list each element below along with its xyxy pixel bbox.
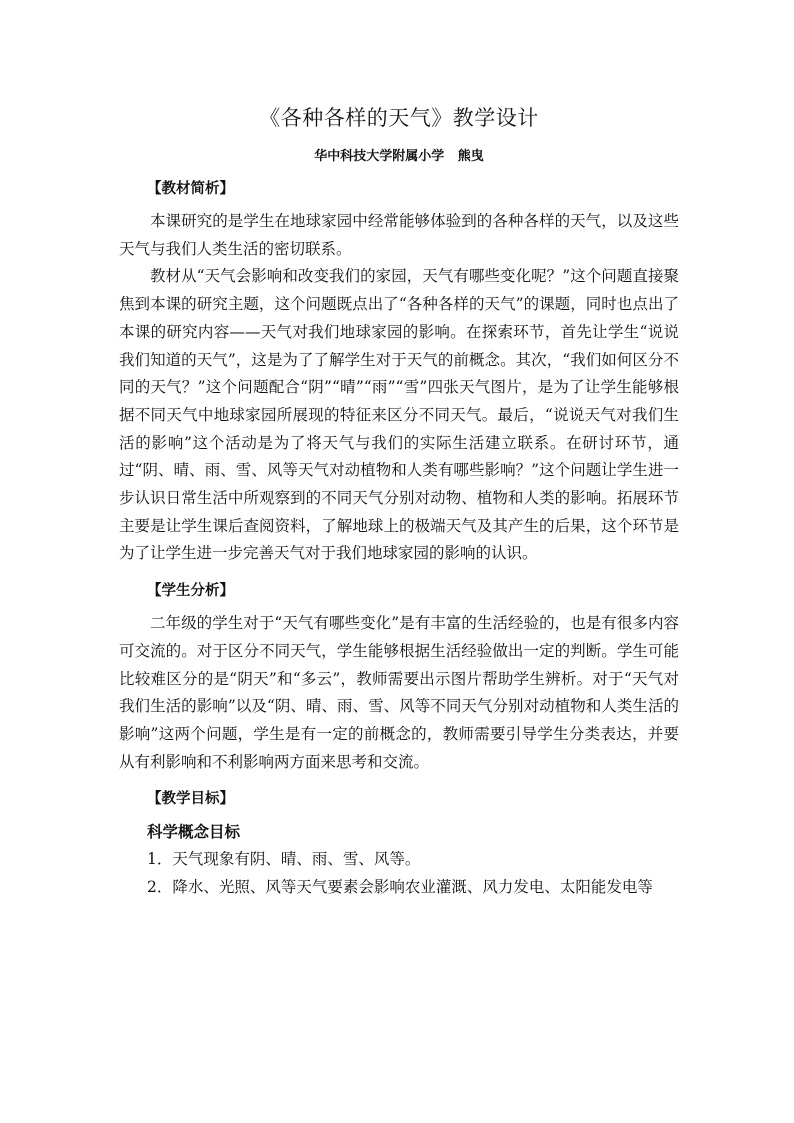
document-body <box>119 100 679 901</box>
section-heading-teaching-goals: 【教学目标】 <box>147 790 234 808</box>
list-item: 2．降水、光照、风等天气要素会影响农业灌溉、风力发电、太阳能发电等 <box>147 877 653 896</box>
section-heading-student-analysis: 【学生分析】 <box>147 582 234 600</box>
paragraph: 二年级的学生对于“天气有哪些变化”是有丰富的生活经验的，也是有很多内容可交流的。对于区分不同天气，学生能够根据生活经验做出一定的判断。学生可能比较难区分的是“阴天”和“多云”，教师需要出示图片帮助学生辨析。对于“天气对我们生活的影响”以及“阴、晴、雨、雪、风等不同天气分别对动植物和人类生活的影响”这两个问题，学生是有一定的前概念的，教师需要引导学生分类表达，并要从有利影响和不利影响两方面来思考和交流。 <box>119 614 679 771</box>
section-heading-textbook-analysis: 【教材简析】 <box>147 180 234 197</box>
paragraph: 教材从“天气会影响和改变我们的家园，天气有哪些变化呢？”这个问题直接聚焦到本课的研究主题，这个问题既点出了“各种各样的天气”的课题，同时也点出了本课的研究内容——天气对我们地球家园的影响。在探索环节，首先让学生“说说我们知道的天气”，这是为了了解学生对于天气的前概念。其次，“我们如何区分不同的天气？”这个问题配合“阴”“晴”“雨”“雪”四张天气图片，是为了让学生能够根据不同天气中地球家园所展现的特征来区分不同天气。最后，“说说天气对我们生活的影响”这个活动是为了将天气与我们的实际生活建立联系。在研讨环节，通过“阴、晴、雨、雪、风等天气对动植物和人类有哪些影响？”这个问题让学生进一步认识日常生活中所观察到的不同天气分别对动物、植物和人类的影响。拓展环节主要是让学生课后查阅资料，了解地球上的极端天气及其产生的后果，这个环节是为了让学生进一步完善天气对于我们地球家园的影响的认识。 <box>119 267 679 563</box>
document-author: 华中科技大学附属小学 熊曳 <box>314 149 484 164</box>
subheading-science-concept-goals: 科学概念目标 <box>147 822 241 842</box>
list-item: 1．天气现象有阴、晴、雨、雪、风等。 <box>147 850 421 869</box>
paragraph: 本课研究的是学生在地球家园中经常能够体验到的各种各样的天气，以及这些天气与我们人类生活的密切联系。 <box>119 212 679 258</box>
document-title: 《各种各样的天气》教学设计 <box>259 106 539 130</box>
